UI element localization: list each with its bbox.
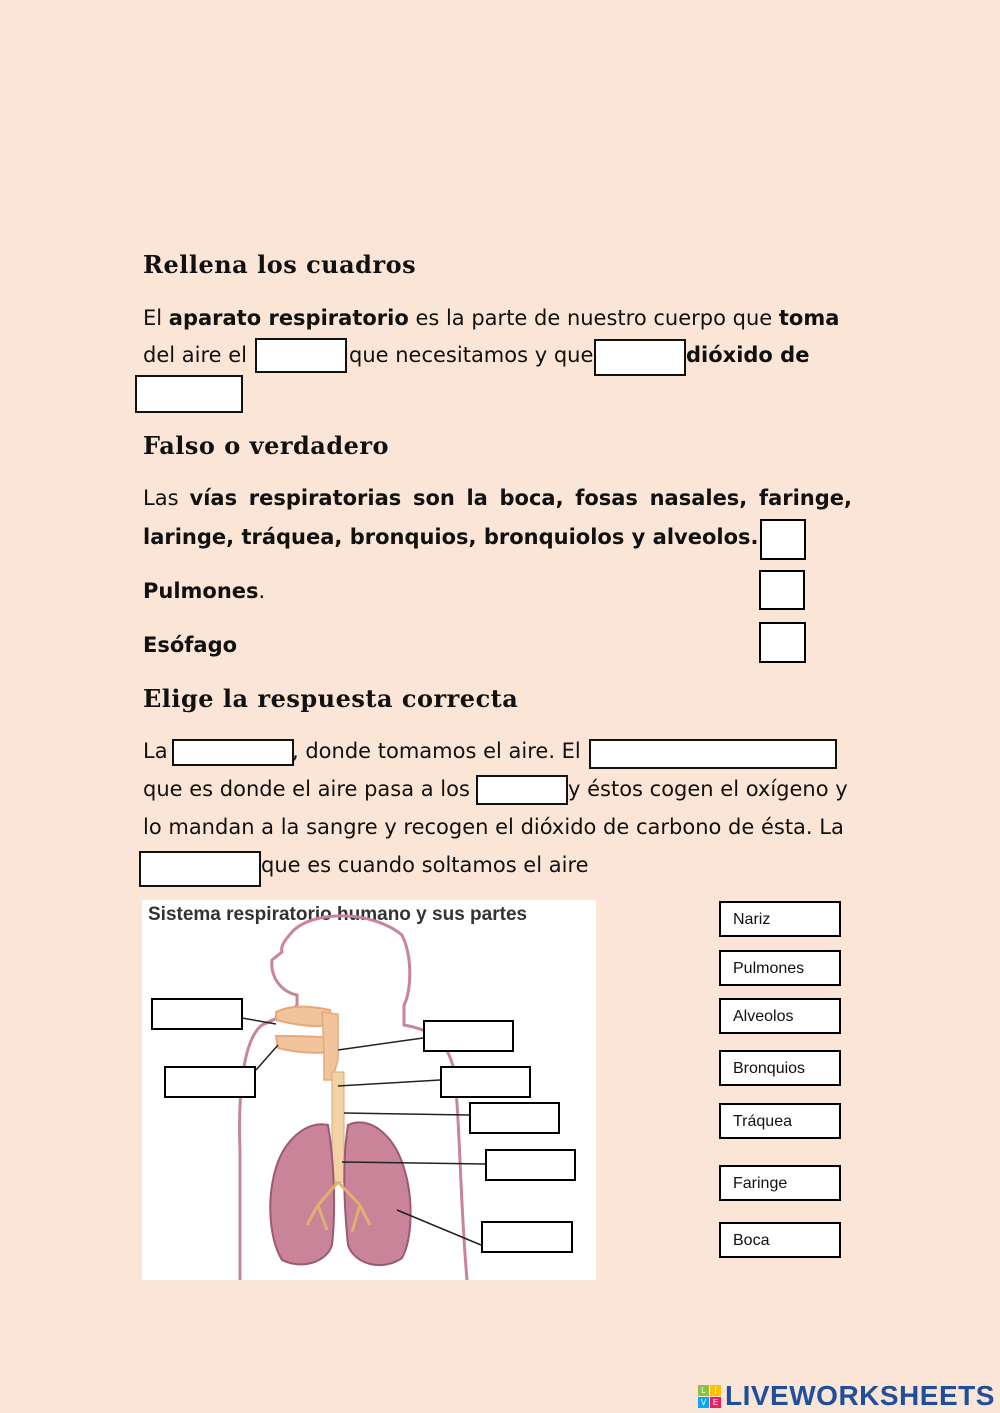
bold-text: Pulmones [143, 579, 259, 603]
tf-statement-2 [143, 581, 265, 602]
logo-letter: L [698, 1385, 709, 1396]
leader-line [256, 1045, 278, 1070]
true-false-box-2[interactable] [759, 570, 805, 610]
option-nariz[interactable]: Nariz [719, 901, 841, 937]
choice-line-1-start: La [143, 739, 168, 763]
text: Las [143, 486, 190, 510]
choice-line-1-mid: , donde tomamos el aire. El [292, 739, 581, 763]
option-faringe[interactable]: Faringe [719, 1165, 841, 1201]
text: El [143, 306, 169, 330]
choice-line-3: lo mandan a la sangre y recogen el dióxido de carbono de ésta. La [143, 815, 844, 839]
bold-text: aparato respiratorio [168, 306, 409, 330]
sentence-line-2-end: dióxido de [686, 343, 810, 367]
left-lung [270, 1124, 334, 1264]
blank-expiration[interactable] [139, 851, 261, 887]
diagram-label-box-nose[interactable] [151, 998, 243, 1030]
logo-letter: V [698, 1397, 709, 1408]
blank-inspiration[interactable] [172, 739, 294, 766]
diagram-label-box-bronchi[interactable] [469, 1102, 560, 1134]
option-boca[interactable]: Boca [719, 1222, 841, 1258]
heading-fill-boxes: Rellena los cuadros [143, 250, 417, 279]
diagram-title: Sistema respiratorio humano y sus partes [148, 904, 528, 925]
blank-expel[interactable] [594, 339, 686, 376]
choice-line-2-end: y éstos cogen el oxígeno y [568, 777, 848, 801]
logo-text: LIVEWORKSHEETS [725, 1380, 995, 1411]
sentence-line-1 [143, 308, 839, 329]
leader-line [344, 1113, 469, 1115]
bold-text: toma [778, 306, 840, 330]
choice-line-4: que es cuando soltamos el aire [261, 853, 589, 877]
option-pulmones[interactable]: Pulmones [719, 950, 841, 986]
diagram-label-box-mouth[interactable] [164, 1066, 256, 1098]
choice-line-2-start: que es donde el aire pasa a los [143, 777, 470, 801]
true-false-box-3[interactable] [759, 622, 806, 663]
option-bronquios[interactable]: Bronquios [719, 1050, 841, 1086]
blank-oxygen[interactable] [255, 338, 347, 373]
diagram-label-box-pharynx[interactable] [423, 1020, 514, 1052]
diagram-label-box-alveoli[interactable] [481, 1221, 573, 1253]
tf-statement-1-line1 [143, 488, 852, 509]
bold-text: vías respiratorias son la boca, fosas nasales, faringe, [189, 486, 853, 510]
text: es la parte de nuestro cuerpo que [408, 306, 779, 330]
logo-letter: E [710, 1397, 721, 1408]
option-traquea[interactable]: Tráquea [719, 1103, 841, 1139]
option-alveolos[interactable]: Alveolos [719, 998, 841, 1034]
tf-statement-1-line2: laringe, tráquea, bronquios, bronquiolos y alveolos. [143, 525, 759, 549]
sentence-line-2-start: del aire el [143, 343, 247, 367]
tf-statement-3: Esófago [143, 633, 238, 657]
text: . [258, 579, 266, 603]
right-lung [344, 1122, 410, 1265]
blank-exchange[interactable] [589, 739, 837, 769]
leader-line [338, 1080, 440, 1086]
trachea [332, 1072, 344, 1182]
blank-lungs[interactable] [476, 775, 568, 805]
true-false-box-1[interactable] [760, 519, 806, 560]
logo-icon [698, 1385, 721, 1408]
heading-choose-answer: Elige la respuesta correcta [143, 684, 519, 713]
pharynx [322, 1012, 338, 1080]
sentence-line-2-mid: que necesitamos y que [349, 343, 594, 367]
diagram-label-box-lungs[interactable] [485, 1149, 576, 1181]
liveworksheets-logo [698, 1380, 995, 1412]
logo-letter: I [710, 1385, 721, 1396]
leader-line [338, 1038, 423, 1050]
heading-true-false: Falso o verdadero [143, 431, 390, 460]
blank-carbon[interactable] [135, 375, 243, 413]
diagram-label-box-trachea[interactable] [440, 1066, 531, 1098]
